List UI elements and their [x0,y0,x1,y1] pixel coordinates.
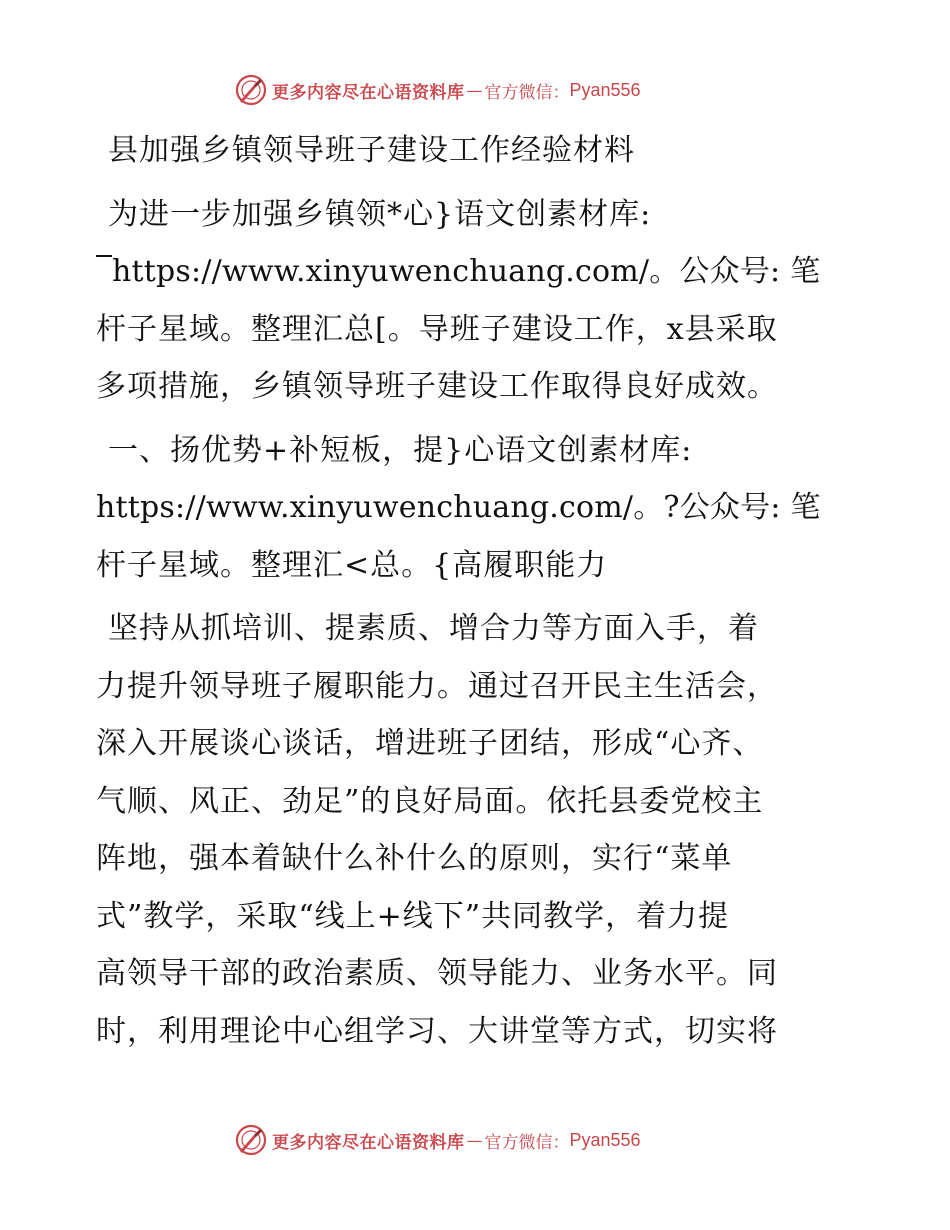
paragraph-line: 力提升领导班子履职能力。通过召开民主生活会， [96,668,778,704]
heading-line: https://www.xinyuwenchuang.com/。?公众号: 笔 [96,490,821,525]
paragraph-body [96,600,866,1060]
pen-logo-icon [234,1123,268,1157]
banner-separator: — [466,80,483,100]
footer-watermark-banner [234,1122,714,1158]
paragraph-intro [96,186,866,416]
banner-separator: — [466,1130,483,1150]
tick-mark [96,255,112,257]
paragraph-line: 深入开展谈心谈话，增进班子团结，形成“心齐、 [96,726,764,761]
banner-wechat-label: 官方微信： [484,1132,570,1153]
section-heading-1 [96,422,866,595]
paragraph-line: 时，利用理论中心组学习、大讲堂等方式，切实将 [96,1013,778,1049]
paragraph-line: 杆子星域。整理汇总[。导班子建设工作，x县采取 [96,311,778,347]
document-body [96,122,866,1060]
heading-line: 杆子星域。整理汇<总。{高履职能力 [96,547,608,583]
paragraph-line [96,243,866,301]
banner-brand-text: 更多内容尽在心语资料库 [272,1132,465,1153]
banner-wechat-label: 官方微信： [484,82,570,103]
banner-brand-text: 更多内容尽在心语资料库 [272,82,465,103]
paragraph-line: 阵地，强本着缺什么补什么的原则，实行“菜单 [96,841,733,876]
header-watermark-banner [234,72,714,108]
paragraph-line: 多项措施，乡镇领导班子建设工作取得良好成效。 [96,369,778,404]
paragraph-line: 气顺、风正、劲足”的良好局面。依托县委党校主 [96,783,764,819]
banner-wechat-id: Pyan556 [569,79,641,100]
pen-logo-icon [234,73,268,107]
heading-line: 一、扬优势+补短板，提}心语文创素材库: [108,432,693,468]
document-title: 县加强乡镇领导班子建设工作经验材料 [108,133,635,168]
paragraph-line: 为进一步加强乡镇领*心}语文创素材库: [108,196,652,232]
banner-wechat-id: Pyan556 [569,1129,641,1150]
paragraph-line: 高领导干部的政治素质、领导能力、业务水平。同 [96,956,778,991]
url-text: https://www.xinyuwenchuang.com/。公众号: 笔 [112,254,821,289]
paragraph-line: 式”教学，采取“线上+线下”共同教学，着力提 [96,898,730,934]
paragraph-line: 坚持从抓培训、提素质、增合力等方面入手，着 [108,611,759,646]
